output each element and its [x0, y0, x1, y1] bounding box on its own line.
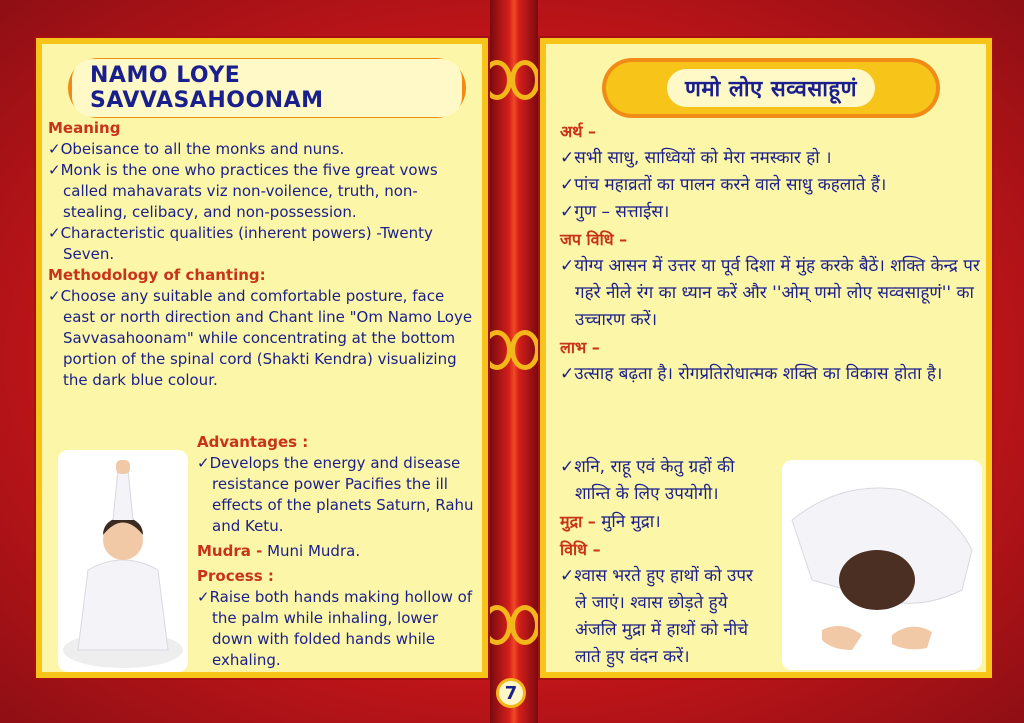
right-mudra-label: मुद्रा – — [560, 512, 596, 531]
advantages-block — [197, 432, 482, 671]
left-content — [48, 118, 476, 391]
left-page — [36, 38, 488, 678]
artha-item: ✓गुण – सत्ताईस। — [560, 202, 670, 222]
japa-text: ✓योग्य आसन में उत्तर या पूर्व दिशा में मुंह करके बैठें। शक्ति केन्द्र पर गहरे नीले रंग का ध्यान करें और ''ओम् णमो लोए सव्वसाहूणं'' का उच्चारण करें। — [560, 256, 980, 330]
left-title: NAMO LOYE SAVVASAHOONAM — [72, 59, 462, 117]
vidhi-heading: विधि – — [560, 540, 601, 559]
japa-heading: जप विधि – — [560, 230, 628, 249]
page-number: 7 — [496, 678, 526, 708]
meaning-item: ✓Monk is the one who practices the five great vows called mahavarats viz non-voilence, truth, non-stealing, celibacy, and non-possession. — [48, 161, 438, 221]
spine-ring — [510, 330, 540, 370]
spine-ring — [510, 60, 540, 100]
vidhi-text: ✓श्वास भरते हुए हाथों को उपर ले जाएं। श्वास छोड़ते हुये अंजलि मुद्रा में हाथों को नीचे लाते हुए वंदन करें। — [560, 566, 753, 667]
process-heading: Process : — [197, 567, 274, 585]
right-title-banner — [606, 62, 936, 114]
left-title-banner — [72, 62, 462, 114]
artha-heading: अर्थ – — [560, 122, 597, 141]
mudra-label: Mudra - — [197, 542, 263, 560]
method-text: ✓Choose any suitable and comfortable posture, face east or north direction and Chant line "Om Namo Loye Savvasahoonam" while concentrating at the bottom portion of the spinal cord (Shakti Kendra) visualizing the dark blue colour. — [48, 287, 473, 389]
labh-item: ✓उत्साह बढ़ता है। रोगप्रतिरोधात्मक शक्ति का विकास होता है। — [560, 364, 943, 384]
advantages-text: ✓Develops the energy and disease resistance power Pacifies the ill effects of the planets Saturn, Rahu and Ketu. — [197, 454, 474, 535]
labh-heading: लाभ – — [560, 338, 600, 357]
process-text: ✓Raise both hands making hollow of the palm while inhaling, lower down with folded hands while exhaling. — [197, 588, 473, 669]
meaning-item: ✓Obeisance to all the monks and nuns. — [48, 140, 345, 158]
meaning-heading: Meaning — [48, 119, 121, 137]
right-mudra-line — [560, 508, 765, 536]
mudra-line — [197, 541, 482, 562]
right-mudra-value: मुनि मुद्रा। — [601, 512, 661, 532]
labh-item: ✓शनि, राहू एवं केतु ग्रहों की शान्ति के लिए उपयोगी। — [560, 457, 735, 504]
artha-item: ✓पांच महाव्रतों का पालन करने वाले साधु कहलाते हैं। — [560, 175, 887, 195]
right-page — [540, 38, 992, 678]
child-bowing-photo — [782, 460, 982, 670]
spine-ring — [510, 605, 540, 645]
right-title: णमो लोए सव्वसाहूणं — [667, 69, 875, 107]
artha-item: ✓सभी साधु, साध्वियों को मेरा नमस्कार हो । — [560, 148, 832, 168]
advantages-heading: Advantages : — [197, 433, 309, 451]
right-lower-block — [560, 454, 765, 671]
method-heading: Methodology of chanting: — [48, 266, 266, 284]
mudra-value: Muni Mudra. — [267, 542, 361, 560]
child-meditation-illustration — [58, 450, 188, 672]
meaning-item: ✓Characteristic qualities (inherent powers) -Twenty Seven. — [48, 224, 433, 263]
child-bowing-illustration — [782, 460, 982, 670]
child-meditation-photo — [58, 450, 188, 672]
right-content — [560, 118, 980, 388]
